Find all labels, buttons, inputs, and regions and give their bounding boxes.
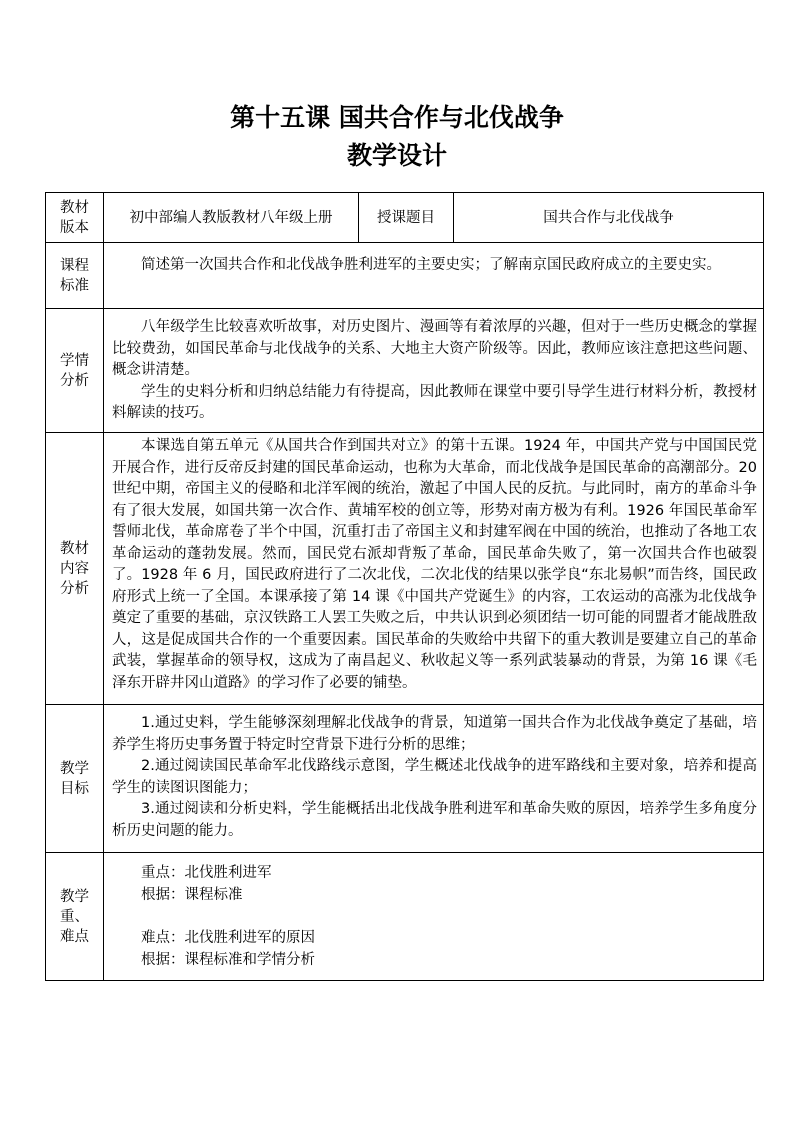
label-learner-analysis: 学情 分析: [46, 309, 104, 433]
row-content-analysis: [46, 433, 764, 705]
label-content-analysis: 教材 内容 分析: [46, 433, 104, 705]
textbook-value: 初中部编人教版教材八年级上册: [104, 193, 359, 243]
difficult-point-basis: 根据：课程标准和学情分析: [141, 951, 315, 968]
lesson-title: 第十五课 国共合作与北伐战争: [230, 103, 564, 132]
curriculum-standard-text: 简述第一次国共合作和北伐战争胜利进军的主要史实；了解南京国民政府成立的主要史实。: [104, 243, 764, 309]
row-key-difficult-points: [46, 853, 764, 981]
content-analysis-text: 本课选自第五单元《从国共合作到国共对立》的第十五课。1924 年，中国共产党与中国国民党开展合作，进行反帝反封建的国民革命运动，也称为大革命，而北伐战争是国民革命的高潮部分。20 世纪中期，帝国主义的侵略和北洋军阀的统治，激起了中国人民的反抗。与此同时，南方的革命斗争有了很大发展，如国共第一次合作、黄埔军校的创立等，形势对南方极为有利。1926 年国民革命军誓师北伐，革命席卷了半个中国，沉重打击了帝国主义和封建军阀在中国的统治，也推动了各地工农革命运动的蓬勃发展。然而，国民党右派却背叛了革命，国民革命失败了，第一次国共合作也破裂了。1928 年 6 月，国民政府进行了二次北伐，二次北伐的结果以张学良“东北易帜”而告终，国民政府形式上统一了全国。本课承接了第 14 课《中国共产党诞生》的内容，工农运动的高涨为北伐战争奠定了重要的基础，京汉铁路工人罢工失败之后，中共认识到必须团结一切可能的同盟者才能战胜敌人，这是促成国共合作的一个重要因素。国民革命的失败给中共留下的重大教训是要建立自己的革命武装，掌握革命的领导权，这成为了南昌起义、秋收起义等一系列武装暴动的背景，为第 16 课《毛泽东开辟井冈山道路》的学习作了必要的铺垫。: [104, 433, 764, 705]
label-topic: 授课题目: [359, 193, 454, 243]
key-point-basis: 根据：课程标准: [141, 886, 243, 903]
row-teaching-goals: [46, 705, 764, 853]
label-textbook-version: 教材 版本: [46, 193, 104, 243]
row-learner-analysis: [46, 309, 764, 433]
label-teaching-goals: 教学 目标: [46, 705, 104, 853]
teaching-goals-text: 1.通过史料，学生能够深刻理解北伐战争的背景，知道第一国共合作为北伐战争奠定了基础，培养学生将历史事务置于特定时空背景下进行分析的思维； 2.通过阅读国民革命军北伐路线示意图，学生概述北伐战争的进军路线和主要对象，培养和提高学生的读图识图能力； 3.通过阅读和分析史料，学生能概括出北伐战争胜利进军和革命失败的原因，培养学生多角度分析历史问题的能力。: [104, 705, 764, 853]
topic-value: 国共合作与北伐战争: [454, 193, 764, 243]
difficult-point: 难点：北伐胜利进军的原因: [141, 930, 315, 946]
lesson-subtitle: 教学设计: [346, 141, 447, 170]
label-key-difficult-points: 教学 重、 难点: [46, 853, 104, 981]
learner-analysis-text: 八年级学生比较喜欢听故事，对历史图片、漫画等有着浓厚的兴趣，但对于一些历史概念的掌握比较费劲，如国民革命与北伐战争的关系、大地主大资产阶级等。因此，教师应该注意把这些问题、概念讲清楚。 学生的史料分析和归纳总结能力有待提高，因此教师在课堂中要引导学生进行材料分析，教授材料解读的技巧。: [104, 309, 764, 433]
key-difficult-points-text: [104, 853, 764, 981]
row-textbook-version: [46, 193, 764, 243]
row-curriculum-standard: [46, 243, 764, 309]
label-curriculum-standard: 课程 标准: [46, 243, 104, 309]
lesson-plan-table: [45, 192, 764, 981]
key-point: 重点：北伐胜利进军: [141, 865, 272, 881]
